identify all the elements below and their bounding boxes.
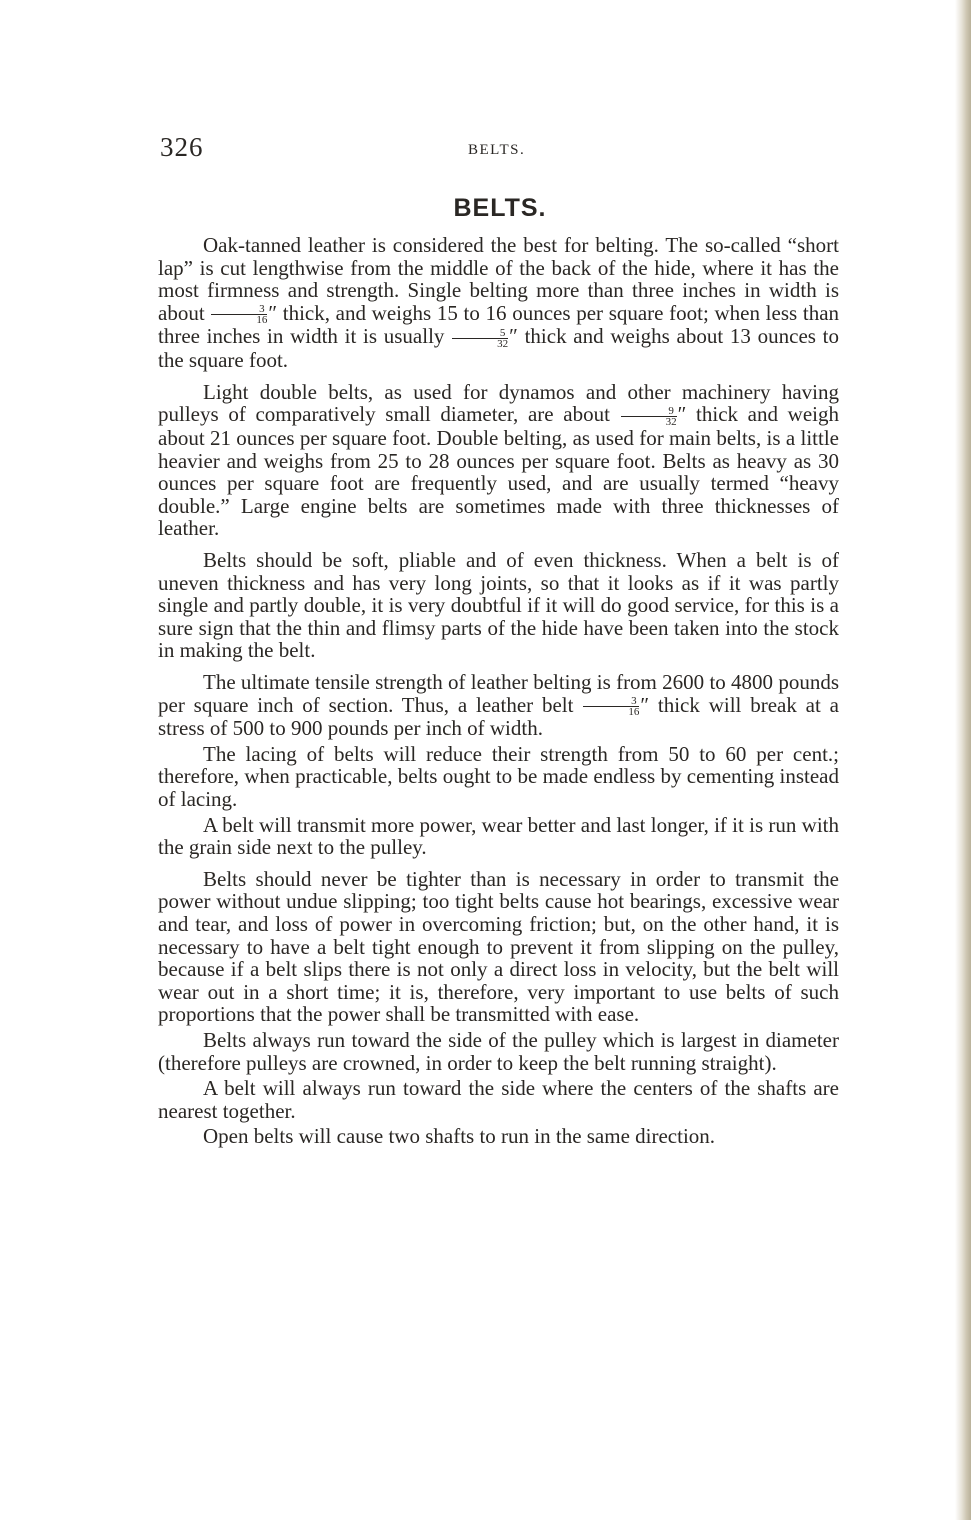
paragraph-8: Belts always run toward the side of the pulley which is largest in diameter (therefore pulleys are crowned, in order to keep the belt running straight). xyxy=(158,1027,839,1075)
fraction: $\frac{5}{32}$ xyxy=(452,328,508,349)
page-edge xyxy=(955,0,971,1520)
running-head: BELTS. xyxy=(468,142,526,158)
paragraph-4: The ultimate tensile strength of leather belting is from 2600 to 4800 pounds per square inch of section. Thus, a leather belt $\frac{3}{16}$ ″ thick will break at a stress of 500 to 900 pounds per inch of width. xyxy=(158,669,839,741)
section-title: BELTS. xyxy=(453,194,547,222)
fraction: $\frac{3}{16}$ xyxy=(211,304,267,325)
paragraph-7: Belts should never be tighter than is necessary in order to transmit the power without undue slipping; too tight belts cause hot bearings, excessive wear and tear, and loss of power in overcoming friction; but, on the other hand, it is necessary to have a belt tight enough to prevent it from slipping on the pulley, because if a belt slips there is not only a direct loss in velocity, but the belt will wear out in a short time; it is, therefore, very important to use belts of such proportions that the power shall be transmitted with ease. xyxy=(158,866,839,1027)
fraction: $\frac{3}{16}$ xyxy=(583,696,639,717)
paragraph-6: A belt will transmit more power, wear better and last longer, if it is run with the grain side next to the pulley. xyxy=(158,812,839,860)
paragraph-5: The lacing of belts will reduce their strength from 50 to 60 per cent.; therefore, when practicable, belts ought to be made endless by cementing instead of lacing. xyxy=(158,741,839,812)
body-text xyxy=(158,234,839,1157)
paragraph-10: Open belts will cause two shafts to run in the same direction. xyxy=(203,1124,716,1149)
paragraph-3: Belts should be soft, pliable and of even thickness. When a belt is of uneven thickness and has very long joints, so that it looks as if it was partly single and partly double, it is very doubtful if it will do good service, for this is a sure sign that the thin and flimsy parts of the hide have been taken into the stock in making the belt. xyxy=(158,548,839,663)
fraction: $\frac{9}{32}$ xyxy=(621,406,677,427)
page-number: 326 xyxy=(160,132,204,162)
page-header xyxy=(160,132,840,164)
paragraph-2: Light double belts, as used for dynamos and other machinery having pulleys of comparatively small diameter, are about $\frac{9}{32}$ ″ thick and weigh about 21 ounces per square foot. Double belting, as used for main belts, is a little heavier and weighs from 25 to 28 ounces per square foot. Belts as heavy as 30 ounces per square foot are frequently used, and are usually termed “heavy double.” Large engine belts are sometimes made with three thicknesses of leather. xyxy=(158,379,839,541)
paragraph-1: Oak-tanned leather is considered the best for belting. The so-called “short lap” is cut lengthwise from the middle of the back of the hide, where it has the most firmness and strength. Single belting more than three inches in width is about $\frac{3}{16}$ ″ thick, and weighs 15 to 16 ounces per square foot; when less than three inches in width it is usually $\frac{5}{32}$ ″ thick and weighs about 13 ounces to the square foot. xyxy=(158,233,840,373)
paragraph-9: A belt will always run toward the side where the centers of the shafts are nearest together. xyxy=(158,1076,839,1123)
